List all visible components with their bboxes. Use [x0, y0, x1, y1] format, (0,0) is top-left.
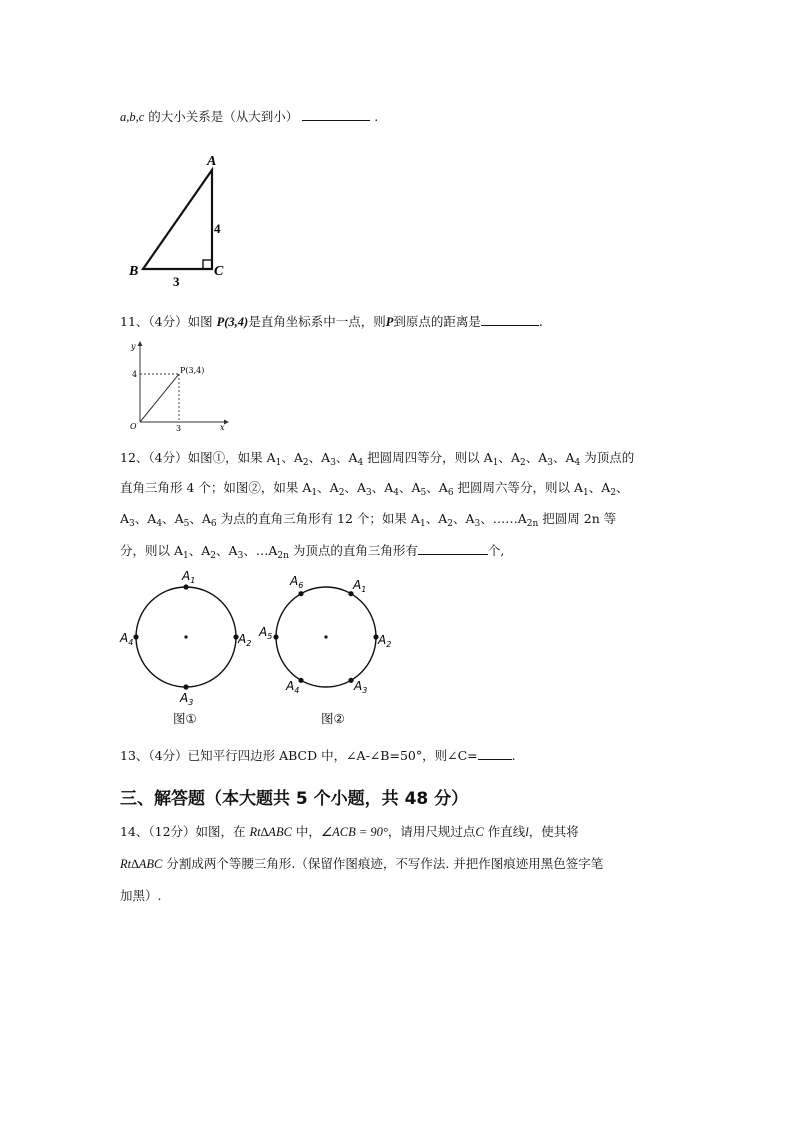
- ellipsis: …: [255, 543, 269, 558]
- fig2-label-a1: $A_1$: [353, 578, 367, 594]
- q12-answer-blank[interactable]: [418, 540, 488, 555]
- sep: 、: [162, 511, 175, 526]
- a: A: [293, 450, 303, 465]
- fig1-point-a1: [183, 584, 188, 589]
- q11-num: 11、（4分）如图: [120, 314, 213, 329]
- s: 2n: [277, 551, 289, 561]
- q11-text1: 是直角坐标系中一点，则: [248, 314, 386, 329]
- s: 4: [156, 519, 163, 529]
- side-ac-label: 4: [214, 221, 221, 236]
- x-label: x: [220, 423, 225, 432]
- q11-answer-blank[interactable]: [481, 311, 539, 326]
- sep: 、: [281, 450, 294, 465]
- q14-line-2: [120, 854, 603, 874]
- triangle-shape: [143, 170, 212, 269]
- q14-l1-a: 14、（12分）如图，在: [120, 824, 250, 839]
- s: 2: [302, 458, 309, 468]
- q11-p: P: [385, 315, 394, 329]
- a: A: [356, 480, 366, 495]
- sep: 、: [588, 480, 602, 495]
- s: 1: [183, 551, 189, 561]
- s: 2n: [526, 519, 539, 529]
- section-3-title: 三、解答题（本大题共 5 个小题，共 48 分）: [120, 789, 469, 809]
- a: A: [174, 511, 184, 526]
- sep: 、: [552, 450, 566, 465]
- s: 3: [237, 551, 244, 561]
- s: 3: [547, 458, 553, 468]
- q12-l1-a: 12、（4分）如图①，如果: [120, 450, 267, 465]
- s: 2: [610, 488, 617, 498]
- q10-end: .: [374, 109, 379, 124]
- sep: 、: [480, 511, 493, 526]
- sep: 、: [452, 511, 466, 526]
- a: A: [538, 450, 548, 465]
- sep: 、: [616, 480, 629, 495]
- a: A: [321, 450, 331, 465]
- s: 1: [419, 519, 426, 529]
- fig1-label-a2: $A_2$: [238, 632, 252, 648]
- sep: 、: [426, 480, 439, 495]
- q12-l2-a: 直角三角形 4 个；如图②，如果: [120, 480, 303, 495]
- sep: 、: [335, 450, 349, 465]
- s: 4: [393, 488, 399, 498]
- a: A: [228, 543, 238, 558]
- s: 5: [183, 519, 190, 529]
- x-arrow-icon: [224, 420, 229, 425]
- sep: 、: [398, 480, 412, 495]
- s: 4: [574, 458, 581, 468]
- vertex-a-label: A: [207, 154, 217, 169]
- fig1-label-a3: $A_3$: [180, 691, 194, 707]
- sep: 、: [425, 511, 439, 526]
- q13-line: [120, 745, 516, 766]
- q14-angle: ∠ACB = 90°: [320, 825, 388, 839]
- a: A: [173, 543, 184, 558]
- a: A: [483, 450, 493, 465]
- q14-rt-abc: Rt∆ABC: [120, 857, 163, 871]
- a: A: [201, 511, 211, 526]
- q10-text: 的大小关系是（从大到小）: [148, 109, 299, 124]
- a: A: [438, 480, 448, 495]
- q11-end: .: [538, 314, 543, 329]
- point-p-label: P(3,4): [180, 366, 205, 375]
- sep: 、: [189, 511, 202, 526]
- q12-line-3: [120, 509, 616, 529]
- a: A: [348, 450, 358, 465]
- fig2-caption: 图②: [321, 711, 345, 726]
- s: 3: [365, 488, 372, 498]
- y-arrow-icon: [138, 341, 143, 346]
- s: 1: [311, 488, 318, 498]
- fig2-label-a6: $A_6$: [290, 574, 304, 590]
- q13-end: .: [511, 748, 516, 763]
- sep: 、: [498, 450, 511, 465]
- q10-vars: a,b,c: [120, 110, 145, 124]
- sep: 、: [371, 480, 385, 495]
- origin-label: O: [130, 422, 137, 431]
- a: A: [410, 511, 420, 526]
- q10-triangle-figure: [125, 148, 235, 293]
- q10-answer-blank[interactable]: [302, 106, 370, 121]
- q11-text2: 到原点的距离是: [393, 314, 481, 329]
- a: A: [465, 511, 475, 526]
- fig1-caption: 图①: [173, 711, 197, 726]
- a: A: [302, 480, 312, 495]
- sep: 、: [308, 450, 322, 465]
- fig2-point-a5: [273, 634, 278, 639]
- s: 6: [447, 488, 454, 498]
- s: 3: [129, 519, 135, 529]
- q14-l1-b: 中，: [291, 824, 321, 839]
- fig2-label-a2: $A_2$: [378, 633, 392, 649]
- q12-l1-b: 把圆周四等分，则以: [363, 450, 484, 465]
- a: A: [329, 480, 339, 495]
- q14-l1-d: 作直线: [483, 824, 526, 839]
- ellipsis: ……: [492, 511, 518, 526]
- q14-l1-c: ，请用尺规过点: [387, 824, 476, 839]
- s: 1: [275, 458, 282, 468]
- fig1-center: [184, 635, 187, 638]
- s: 4: [357, 458, 364, 468]
- a: A: [517, 511, 527, 526]
- q10-line: [120, 106, 378, 127]
- q12-l4-c: 个,: [487, 543, 505, 558]
- q14-l1-e: ，使其将: [528, 824, 579, 839]
- fig2-label-a5: $A_5$: [259, 625, 273, 641]
- q12-l2-b: 把圆周六等分，则以: [453, 480, 574, 495]
- a: A: [510, 450, 520, 465]
- fig1-label-a1: $A_1$: [182, 569, 196, 585]
- a: A: [565, 450, 575, 465]
- q14-l2-b: 分割成两个等腰三角形.（保留作图痕迹，不写作法. 并把作图痕迹用黑色签字笔: [162, 856, 604, 871]
- vertex-c-label: C: [214, 264, 224, 279]
- a: A: [601, 480, 611, 495]
- q12-l1-c: 为顶点的: [580, 450, 635, 465]
- q12-l4-b: 为顶点的直角三角形有: [288, 543, 418, 558]
- s: 5: [420, 488, 427, 498]
- tick-4-label: 4: [132, 370, 138, 379]
- fig2-label-a4: $A_4$: [286, 679, 300, 695]
- fig2-point-a6: [298, 591, 303, 596]
- q12-l3-b: 把圆周 2n 等: [538, 511, 617, 526]
- q11-line: [120, 311, 543, 332]
- s: 1: [492, 458, 499, 468]
- fig1-point-a4: [133, 634, 138, 639]
- s: 3: [474, 519, 481, 529]
- q12-line-4: [120, 540, 504, 561]
- sep: 、: [317, 480, 330, 495]
- q12-circle-figures: [110, 568, 410, 707]
- a: A: [147, 511, 157, 526]
- q14-rt-abc: Rt∆ABC: [249, 825, 292, 839]
- q14-l3: 加黑）.: [120, 888, 162, 903]
- q12-line-1: [120, 448, 634, 468]
- y-label: y: [131, 342, 136, 351]
- tick-3-label: 3: [176, 424, 182, 433]
- q14-line-3: [120, 886, 161, 906]
- q11-point: P(3,4): [216, 315, 249, 329]
- s: 2: [210, 551, 217, 561]
- sep: 、: [243, 543, 256, 558]
- a: A: [411, 480, 421, 495]
- sep: 、: [188, 543, 202, 558]
- a: A: [574, 480, 584, 495]
- a: A: [266, 450, 276, 465]
- s: 6: [210, 519, 217, 529]
- right-angle-mark: [203, 260, 212, 269]
- s: 3: [330, 458, 336, 468]
- q14-line-1: [120, 822, 579, 842]
- a: A: [120, 511, 130, 526]
- fig1-point-a3: [183, 684, 188, 689]
- fig2-point-a4: [298, 678, 303, 683]
- q13-text: 13、（4分）已知平行四边形 ABCD 中，∠A-∠B=50°，则∠C=: [120, 748, 478, 763]
- sep: 、: [525, 450, 539, 465]
- s: 1: [583, 488, 589, 498]
- fig2-point-a3: [348, 678, 353, 683]
- q13-answer-blank[interactable]: [478, 745, 512, 760]
- sep: 、: [134, 511, 148, 526]
- s: 2: [519, 458, 526, 468]
- s: 2: [338, 488, 345, 498]
- side-bc-label: 3: [173, 274, 180, 289]
- op-segment: [140, 374, 179, 422]
- sep: 、: [216, 543, 229, 558]
- q11-coordinate-figure: [124, 338, 234, 433]
- vertex-b-label: B: [129, 264, 139, 279]
- fig2-center: [324, 635, 327, 638]
- s: 2: [447, 519, 453, 529]
- sep: 、: [344, 480, 357, 495]
- q14-line-l: l: [525, 825, 529, 839]
- fig1-label-a4: $A_4$: [120, 631, 134, 647]
- a: A: [384, 480, 394, 495]
- a: A: [201, 543, 211, 558]
- q12-l3-a: 为点的直角三角形有 12 个；如果: [216, 511, 411, 526]
- fig2-label-a3: $A_3$: [354, 679, 368, 695]
- q12-l4-a: 分，则以: [120, 543, 174, 558]
- q12-line-2: [120, 478, 629, 498]
- a: A: [438, 511, 448, 526]
- q14-point-c: C: [475, 825, 484, 839]
- a: A: [268, 543, 278, 558]
